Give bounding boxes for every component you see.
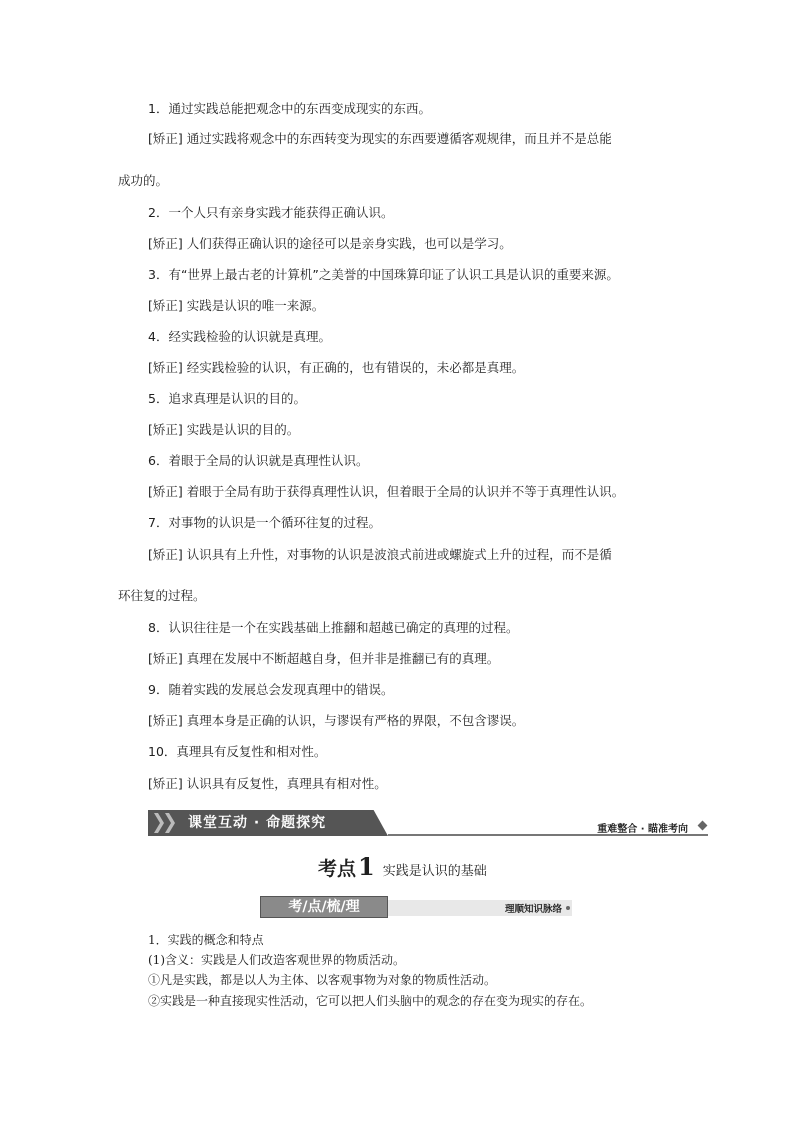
- item-8: 8．认识往往是一个在实践基础上推翻和超越已确定的真理的过程。: [148, 620, 519, 635]
- sub-banner: [260, 896, 572, 920]
- correction-3: [矫正] 实践是认识的唯一来源。: [148, 298, 325, 313]
- content-heading: 1．实践的概念和特点: [148, 933, 264, 947]
- kaodian-label: 考点: [318, 858, 357, 880]
- banner-side-text: 重难整合 · 瞄准考向: [597, 824, 688, 835]
- sub-banner-box: [260, 896, 388, 918]
- correction-9: [矫正] 真理本身是正确的认识，与谬误有严格的界限，不包含谬误。: [148, 713, 525, 728]
- content-line: ②实践是一种直接现实性活动，它可以把人们头脑中的观念的存在变为现实的存在。: [148, 994, 593, 1008]
- kaodian-title: 实践是认识的基础: [382, 864, 487, 879]
- correction-7-cont: 环往复的过程。: [118, 588, 206, 603]
- correction-7: [矫正] 认识具有上升性，对事物的认识是波浪式前进或螺旋式上升的过程，而不是循: [148, 547, 612, 562]
- item-10: 10．真理具有反复性和相对性。: [148, 744, 327, 759]
- banner-title: 课堂互动 · 命题探究: [188, 815, 327, 831]
- item-7: 7．对事物的认识是一个循环往复的过程。: [148, 515, 381, 530]
- content-line: (1)含义：实践是人们改造客观世界的物质活动。: [148, 953, 405, 967]
- correction-6: [矫正] 着眼于全局有助于获得真理性认识，但着眼于全局的认识并不等于真理性认识。: [148, 484, 625, 499]
- content-line: ①凡是实践，都是以人为主体、以客观事物为对象的物质性活动。: [148, 973, 497, 987]
- diamond-icon: [698, 821, 708, 831]
- correction-10: [矫正] 认识具有反复性，真理具有相对性。: [148, 776, 387, 791]
- item-5: 5．追求真理是认识的目的。: [148, 391, 306, 406]
- dot-icon: [566, 906, 570, 910]
- item-6: 6．着眼于全局的认识就是真理性认识。: [148, 453, 369, 468]
- item-1: 1．通过实践总能把观念中的东西变成现实的东西。: [148, 101, 431, 116]
- kaodian-heading: [318, 852, 487, 881]
- correction-5: [矫正] 实践是认识的目的。: [148, 422, 300, 437]
- item-9: 9．随着实践的发展总会发现真理中的错误。: [148, 682, 394, 697]
- sub-banner-title: 考/点/梳/理: [288, 899, 360, 915]
- correction-4: [矫正] 经实践检验的认识，有正确的，也有错误的，未必都是真理。: [148, 360, 525, 375]
- correction-8: [矫正] 真理在发展中不断超越自身，但并非是推翻已有的真理。: [148, 651, 500, 666]
- correction-1: [矫正] 通过实践将观念中的东西转变为现实的东西要遵循客观规律，而且并不是总能: [148, 131, 612, 146]
- item-2: 2．一个人只有亲身实践才能获得正确认识。: [148, 205, 394, 220]
- item-3: 3．有“世界上最古老的计算机”之美誉的中国珠算印证了认识工具是认识的重要来源。: [148, 267, 619, 282]
- item-4: 4．经实践检验的认识就是真理。: [148, 329, 331, 344]
- correction-1-cont: 成功的。: [118, 173, 169, 188]
- correction-2: [矫正] 人们获得正确认识的途径可以是亲身实践，也可以是学习。: [148, 236, 512, 251]
- kaodian-number: 1: [358, 852, 375, 881]
- section-banner: [148, 810, 708, 838]
- sub-banner-side-text: 理顺知识脉络: [504, 904, 562, 915]
